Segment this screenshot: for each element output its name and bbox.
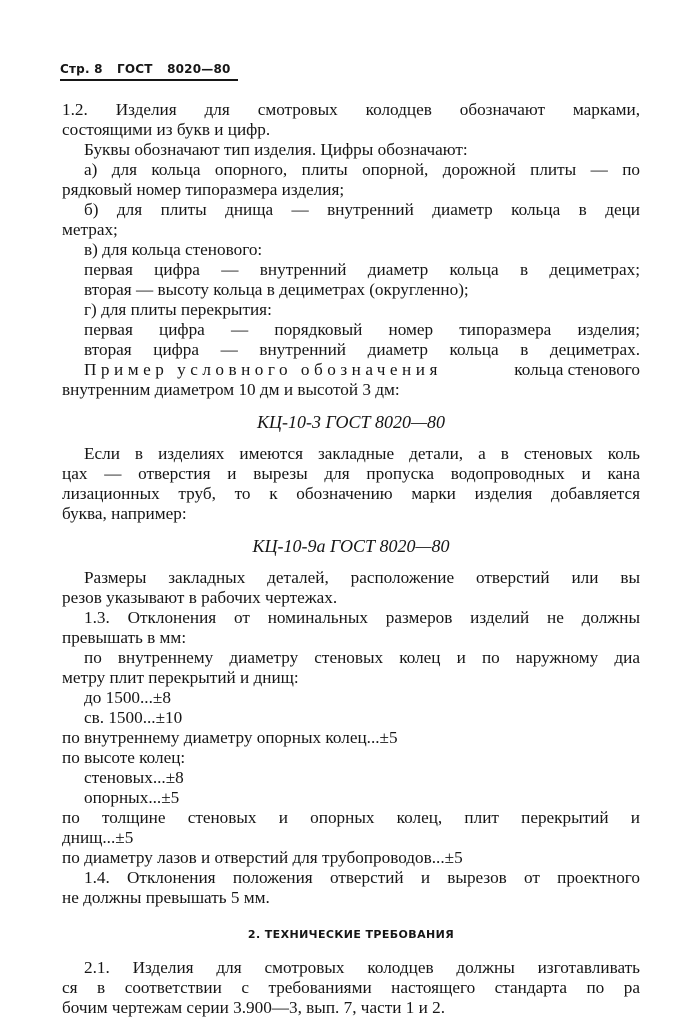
text-line: 1.2. Изделия для смотровых колодцев обозначают марками,	[62, 100, 640, 119]
text-line: состоящими из букв и цифр.	[62, 120, 271, 139]
text-line: 1.3. Отклонения от номинальных размеров изделий не должны	[84, 608, 640, 627]
text-line: ся в соответствии с требованиями настоящего стандарта по ра	[62, 978, 640, 997]
text-line: метру плит перекрытий и днищ:	[62, 668, 299, 687]
section-title: 2. ТЕХНИЧЕСКИЕ ТРЕБОВАНИЯ	[247, 928, 455, 941]
text-line: до 1500...±8	[84, 688, 171, 707]
designation-example-2: КЦ-10-9а ГОСТ 8020—80	[252, 536, 450, 556]
page-number: Стр. 8	[60, 62, 103, 76]
text-line: бочим чертежам серии 3.900—3, вып. 7, части 1 и 2.	[62, 998, 445, 1017]
designation-example-1: КЦ-10-3 ГОСТ 8020—80	[257, 412, 445, 432]
page-header	[60, 62, 241, 76]
text-line: по диаметру лазов и отверстий для трубопроводов...±5	[62, 848, 463, 867]
text-line: первая цифра — внутренний диаметр кольца в дециметрах;	[84, 260, 640, 279]
text-line: г) для плиты перекрытия:	[84, 300, 272, 319]
text-line: а) для кольца опорного, плиты опорной, дорожной плиты — по	[84, 160, 640, 179]
example-heading: Пример условного обозначения	[84, 360, 442, 379]
text-line: рядковый номер типоразмера изделия;	[62, 180, 345, 199]
text-line: св. 1500...±10	[84, 708, 183, 727]
text-line: не должны превышать 5 мм.	[62, 888, 270, 907]
text-line: стеновых...±8	[84, 768, 184, 787]
text-line: по толщине стеновых и опорных колец, плит перекрытий и	[62, 808, 640, 827]
text-line: по внутреннему диаметру стеновых колец и по наружному диа	[84, 648, 640, 667]
text-line: 2.1. Изделия для смотровых колодцев должны изготавливать	[84, 958, 640, 977]
text-line: лизационных труб, то к обозначению марки изделия добавляется	[62, 484, 640, 503]
text-line: метрах;	[62, 220, 118, 239]
text-line: 1.4. Отклонения положения отверстий и вырезов от проектного	[84, 868, 640, 887]
text-line: резов указывают в рабочих чертежах.	[62, 588, 338, 607]
text-line: по внутреннему диаметру опорных колец...±5	[62, 728, 398, 747]
gost-label: ГОСТ	[117, 62, 153, 76]
text-line: днищ...±5	[62, 828, 134, 847]
text-line: первая цифра — порядковый номер типоразмера изделия;	[84, 320, 640, 339]
text-line: Размеры закладных деталей, расположение отверстий или вы	[84, 568, 640, 587]
text-line: вторая — высоту кольца в дециметрах (округленно);	[84, 280, 469, 299]
text-line: Буквы обозначают тип изделия. Цифры обозначают:	[84, 140, 468, 159]
text-line: опорных...±5	[84, 788, 180, 807]
text-line: кольца стенового	[514, 360, 640, 379]
header-rule	[60, 79, 238, 81]
text-line: внутренним диаметром 10 дм и высотой 3 дм:	[62, 380, 400, 399]
text-line: Если в изделиях имеются закладные детали, а в стеновых коль	[84, 444, 640, 463]
text-line: по высоте колец:	[62, 748, 186, 767]
text-line: превышать в мм:	[62, 628, 187, 647]
text-line: б) для плиты днища — внутренний диаметр кольца в деци	[84, 200, 640, 219]
gost-number: 8020—80	[167, 62, 231, 76]
text-line: цах — отверстия и вырезы для пропуска водопроводных и кана	[62, 464, 640, 483]
text-line: в) для кольца стенового:	[84, 240, 263, 259]
text-line: вторая цифра — внутренний диаметр кольца в дециметрах.	[84, 340, 640, 359]
text-line: буква, например:	[62, 504, 187, 523]
